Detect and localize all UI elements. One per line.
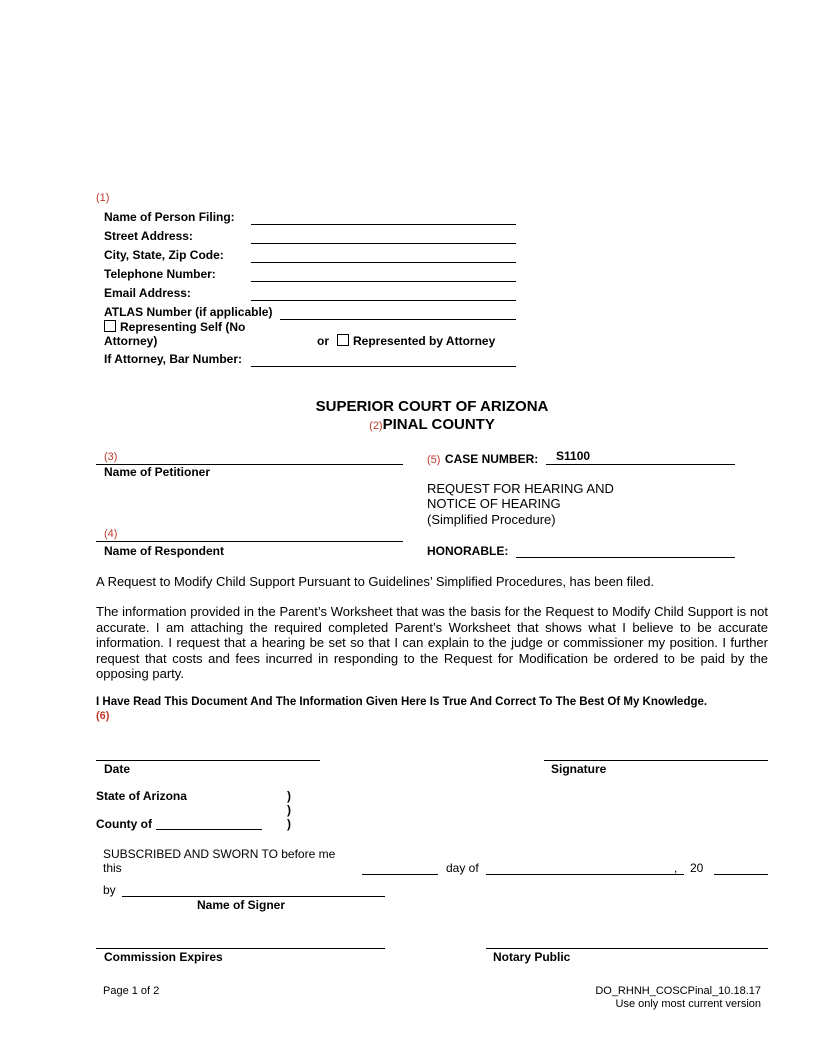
request-paragraph: The information provided in the Parent’s Worksheet that was the basis for the Request to Modify Child Support is not accurate. I am attaching the required completed Parent’s Worksheet that shows what I believe to be accurate information. I request that a hearing be set so that I can explain to the judge or commissioner my position. I further request that costs and fees incurred in responding to the Request for Modification be ordered to be paid by the opposing party. xyxy=(96,604,768,681)
by-text: by xyxy=(103,883,116,897)
filed-statement: A Request to Modify Child Support Pursuant to Guidelines’ Simplified Procedures, has been filed. xyxy=(96,574,655,589)
name-of-person-filing-field[interactable] xyxy=(251,224,516,225)
telephone-field[interactable] xyxy=(251,281,516,282)
commission-expires-field[interactable] xyxy=(96,948,385,949)
county-name: PINAL COUNTY xyxy=(382,416,495,433)
respondent-name-field[interactable] xyxy=(96,541,403,542)
paren-2: ) xyxy=(287,803,291,817)
bar-number-field[interactable] xyxy=(251,366,516,367)
year-prefix: 20 xyxy=(690,861,704,875)
notary-public-field[interactable] xyxy=(486,948,768,949)
paren-3: ) xyxy=(287,817,291,831)
form-id: DO_RHNH_COSCPinal_10.18.17 xyxy=(595,985,761,997)
city-state-zip-field[interactable] xyxy=(251,262,516,263)
county-section-number: (2) xyxy=(369,420,383,432)
notary-public-label: Notary Public xyxy=(493,950,571,964)
bar-number-label: If Attorney, Bar Number: xyxy=(104,352,243,366)
version-note: Use only most current version xyxy=(615,998,761,1010)
this-text: this xyxy=(103,861,122,875)
comma-text: , xyxy=(674,861,678,875)
state-label: State of Arizona xyxy=(96,789,187,803)
county-label: County of xyxy=(96,817,152,831)
document-title-line-1: REQUEST FOR HEARING AND xyxy=(427,481,614,496)
commission-expires-label: Commission Expires xyxy=(104,950,223,964)
case-number-section-number: (5) xyxy=(427,454,441,466)
street-address-label: Street Address: xyxy=(104,229,193,243)
court-title: SUPERIOR COURT OF ARIZONA xyxy=(315,398,549,415)
represented-by-attorney-checkbox[interactable] xyxy=(337,334,349,346)
honorable-field[interactable] xyxy=(516,557,735,558)
or-text: or xyxy=(317,334,329,348)
representing-self-checkbox[interactable] xyxy=(104,320,116,332)
signature-label: Signature xyxy=(551,762,607,776)
county-heading xyxy=(232,416,632,433)
petitioner-label: Name of Petitioner xyxy=(104,465,211,479)
day-field[interactable] xyxy=(362,874,438,875)
represented-by-attorney-option[interactable] xyxy=(337,334,495,348)
respondent-label: Name of Respondent xyxy=(104,544,225,558)
affirmation-statement: I Have Read This Document And The Information Given Here Is True And Correct To The Best Of My Knowledge. xyxy=(96,696,708,708)
telephone-label: Telephone Number: xyxy=(104,267,216,281)
signer-label: Name of Signer xyxy=(197,898,286,912)
atlas-number-label: ATLAS Number (if applicable) xyxy=(104,305,273,319)
filer-section-number: (1) xyxy=(96,192,110,204)
year-field[interactable] xyxy=(714,874,768,875)
representing-self-label-cont: Attorney) xyxy=(104,334,158,348)
case-number-row xyxy=(427,450,538,468)
street-address-field[interactable] xyxy=(251,243,516,244)
representing-self-label: Representing Self (No xyxy=(120,320,246,334)
case-number-label: CASE NUMBER: xyxy=(444,452,539,466)
case-number-value[interactable]: S1100 xyxy=(556,449,591,463)
respondent-section-number: (4) xyxy=(104,528,118,540)
page-number: Page 1 of 2 xyxy=(103,985,160,997)
date-label: Date xyxy=(104,762,131,776)
petitioner-section-number: (3) xyxy=(104,451,118,463)
paren-1: ) xyxy=(287,789,291,803)
email-field[interactable] xyxy=(251,300,516,301)
affirmation-section-number: (6) xyxy=(96,710,110,722)
county-field[interactable] xyxy=(156,829,262,830)
month-field[interactable] xyxy=(486,874,684,875)
represented-by-attorney-label: Represented by Attorney xyxy=(353,334,496,348)
date-field[interactable] xyxy=(96,760,320,761)
day-of-text: day of xyxy=(446,861,479,875)
signature-field[interactable] xyxy=(544,760,768,761)
case-number-field[interactable] xyxy=(546,464,735,465)
name-of-person-filing-label: Name of Person Filing: xyxy=(104,210,235,224)
document-title-line-2: NOTICE OF HEARING xyxy=(427,496,561,511)
city-state-zip-label: City, State, Zip Code: xyxy=(104,248,224,262)
atlas-number-field[interactable] xyxy=(280,319,516,320)
document-subtitle: (Simplified Procedure) xyxy=(427,512,556,527)
signer-name-field[interactable] xyxy=(122,896,385,897)
email-label: Email Address: xyxy=(104,286,191,300)
representing-self-option[interactable] xyxy=(104,320,245,334)
honorable-label: HONORABLE: xyxy=(427,544,509,558)
subscribed-text: SUBSCRIBED AND SWORN TO before me xyxy=(103,847,336,861)
